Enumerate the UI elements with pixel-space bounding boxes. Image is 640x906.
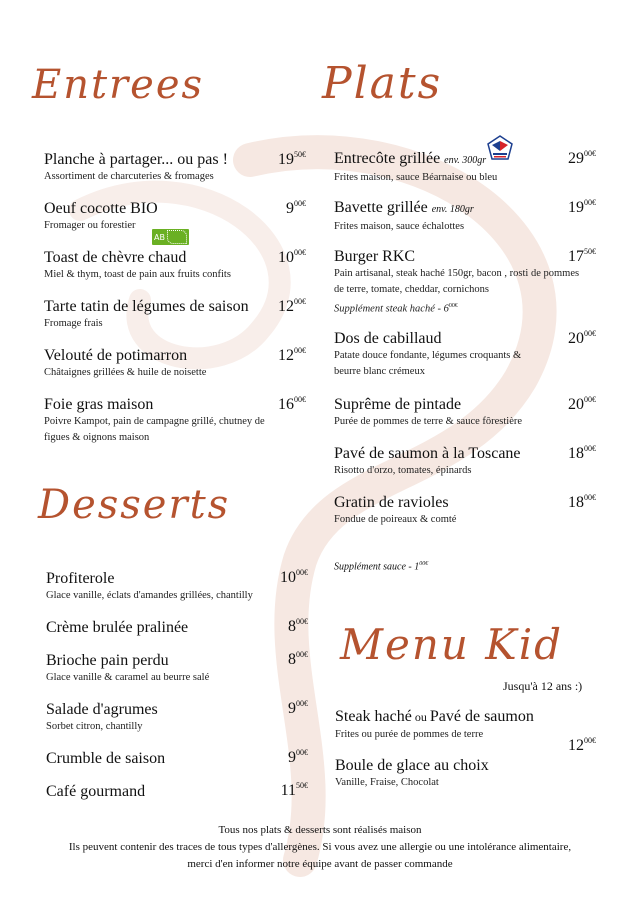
item-desc: Châtaignes grillées & huile de noisette — [44, 367, 207, 378]
item-desc: de terre, tomate, cheddar, cornichons — [334, 284, 489, 295]
item-price: $17^{50€}$ — [568, 247, 596, 265]
menu-kid-item-dessert — [335, 756, 489, 791]
item-price: $10^{00€}$ — [280, 568, 308, 586]
item-price: $18^{00€}$ — [568, 493, 596, 511]
plats-title: Plats — [322, 58, 443, 109]
menu-item-crumble — [46, 749, 165, 768]
menu-item-creme-brulee — [46, 618, 188, 637]
viande-francaise-badge-icon — [486, 135, 514, 161]
item-name: Crème brulée pralinée — [46, 619, 189, 636]
item-name: Brioche pain perdu — [46, 652, 169, 669]
menu-item-cafe-gourmand — [46, 782, 145, 801]
item-desc: beurre blanc crémeux — [334, 366, 425, 377]
item-name: Gratin de ravioles — [334, 494, 449, 511]
menu-item-salade-agrumes — [46, 700, 158, 735]
item-desc: Fondue de poireaux & comté — [334, 514, 457, 525]
item-desc: Frites maison, sauce échalottes — [334, 221, 465, 232]
item-price: $9^{00€}$ — [288, 699, 308, 717]
menu-item-brioche — [46, 651, 209, 686]
item-price: $12^{00€}$ — [278, 297, 306, 315]
item-price: $16^{00€}$ — [278, 395, 306, 413]
item-desc: Glace vanille & caramel au beurre salé — [46, 672, 210, 683]
item-price: $20^{00€}$ — [568, 395, 596, 413]
entrees-title: Entrees — [32, 62, 205, 108]
item-name: Dos de cabillaud — [334, 330, 442, 347]
supplement-sauce: Supplément sauce - $1^{00€}$ — [334, 561, 429, 573]
item-price: $11^{50€}$ — [280, 781, 308, 799]
item-desc: Purée de pommes de terre & sauce fôrestière — [334, 416, 523, 427]
menu-item-tarte-tatin — [44, 297, 249, 332]
item-desc: Risotto d'orzo, tomates, épinards — [334, 465, 472, 476]
menu-item-planche — [44, 150, 228, 185]
item-name: Suprême de pintade — [334, 396, 462, 413]
desserts-title: Desserts — [38, 482, 231, 528]
item-price: $10^{00€}$ — [278, 248, 306, 266]
item-supplement: Supplément steak haché - $6^{00€}$ — [334, 303, 458, 315]
menu-item-profiterole — [46, 569, 253, 604]
item-name: Bavette grillée env. 180gr — [334, 199, 474, 216]
item-desc: Vanille, Fraise, Chocolat — [335, 777, 439, 788]
item-price: $8^{00€}$ — [288, 650, 308, 668]
item-name: Steak haché ou Pavé de saumon — [335, 708, 534, 725]
item-name: Boule de glace au choix — [335, 757, 489, 774]
item-name: Foie gras maison — [44, 396, 154, 413]
item-desc: Pain artisanal, steak haché 150gr, bacon , rosti de pommes — [334, 268, 580, 279]
menu-item-entrecote — [334, 149, 497, 186]
item-name: Pavé de saumon à la Toscane — [334, 445, 521, 462]
item-name: Profiterole — [46, 570, 115, 587]
footer-line: merci d'en informer notre équipe avant de passer commande — [187, 858, 453, 870]
item-desc: Fromage frais — [44, 318, 103, 329]
menu-item-cabillaud — [334, 329, 521, 380]
item-desc: Frites maison, sauce Béarnaise ou bleu — [334, 172, 498, 183]
menu-item-gratin — [334, 493, 456, 528]
item-name: Tarte tatin de légumes de saison — [44, 298, 249, 315]
menu-item-bavette — [334, 198, 474, 235]
footer-line: Ils peuvent contenir des traces de tous types d'allergènes. Si vous avez une allergie ou une intolérance alimentaire, — [68, 841, 572, 853]
item-desc: Miel & thym, toast de pain aux fruits confits — [44, 269, 231, 280]
item-price: $9^{00€}$ — [288, 748, 308, 766]
item-desc: Assortiment de charcuteries & fromages — [44, 171, 214, 182]
item-price: $29^{00€}$ — [568, 149, 596, 167]
item-price: $9^{00€}$ — [286, 199, 306, 217]
item-price: $19^{50€}$ — [278, 150, 306, 168]
item-desc: Poivre Kampot, pain de campagne grillé, chutney de — [44, 416, 265, 427]
kid-age-note: Jusqu'à 12 ans :) — [503, 679, 583, 693]
item-desc: Patate douce fondante, légumes croquants & — [334, 350, 522, 361]
item-desc: Sorbet citron, chantilly — [46, 721, 143, 732]
menu-item-foie-gras — [44, 395, 265, 446]
item-price: $20^{00€}$ — [568, 329, 596, 347]
item-name: Café gourmand — [46, 783, 146, 800]
menu-item-saumon — [334, 444, 521, 479]
item-name: Toast de chèvre chaud — [44, 249, 187, 266]
menu-kid-title: Menu Kid — [340, 620, 564, 669]
item-price: $18^{00€}$ — [568, 444, 596, 462]
item-price: $12^{00€}$ — [278, 346, 306, 364]
organic-label-icon: AB — [152, 229, 189, 245]
item-desc: figues & oignons maison — [44, 432, 150, 443]
item-name: Salade d'agrumes — [46, 701, 158, 718]
item-price: $19^{00€}$ — [568, 198, 596, 216]
menu-kid-item-main — [335, 707, 534, 743]
item-desc: Fromager ou forestier — [44, 220, 136, 231]
footer-notes — [0, 822, 640, 873]
footer-line: Tous nos plats & desserts sont réalisés maison — [218, 824, 422, 836]
menu-item-pintade — [334, 395, 522, 430]
item-name: Entrecôte grillée env. 300gr — [334, 150, 487, 167]
item-name: Crumble de saison — [46, 750, 166, 767]
item-desc: Frites ou purée de pommes de terre — [335, 729, 484, 740]
kid-price: $12^{00€}$ — [568, 736, 596, 754]
menu-item-veloute — [44, 346, 206, 381]
menu-item-toast-chevre — [44, 248, 231, 283]
item-name: Oeuf cocotte BIO — [44, 200, 158, 217]
item-desc: Glace vanille, éclats d'amandes grillées, chantilly — [46, 590, 253, 601]
item-name: Planche à partager... ou pas ! — [44, 151, 228, 168]
menu-item-oeuf-cocotte — [44, 199, 158, 234]
item-name: Burger RKC — [334, 248, 416, 265]
item-price: $8^{00€}$ — [288, 617, 308, 635]
item-name: Velouté de potimarron — [44, 347, 188, 364]
menu-item-burger — [334, 247, 579, 318]
